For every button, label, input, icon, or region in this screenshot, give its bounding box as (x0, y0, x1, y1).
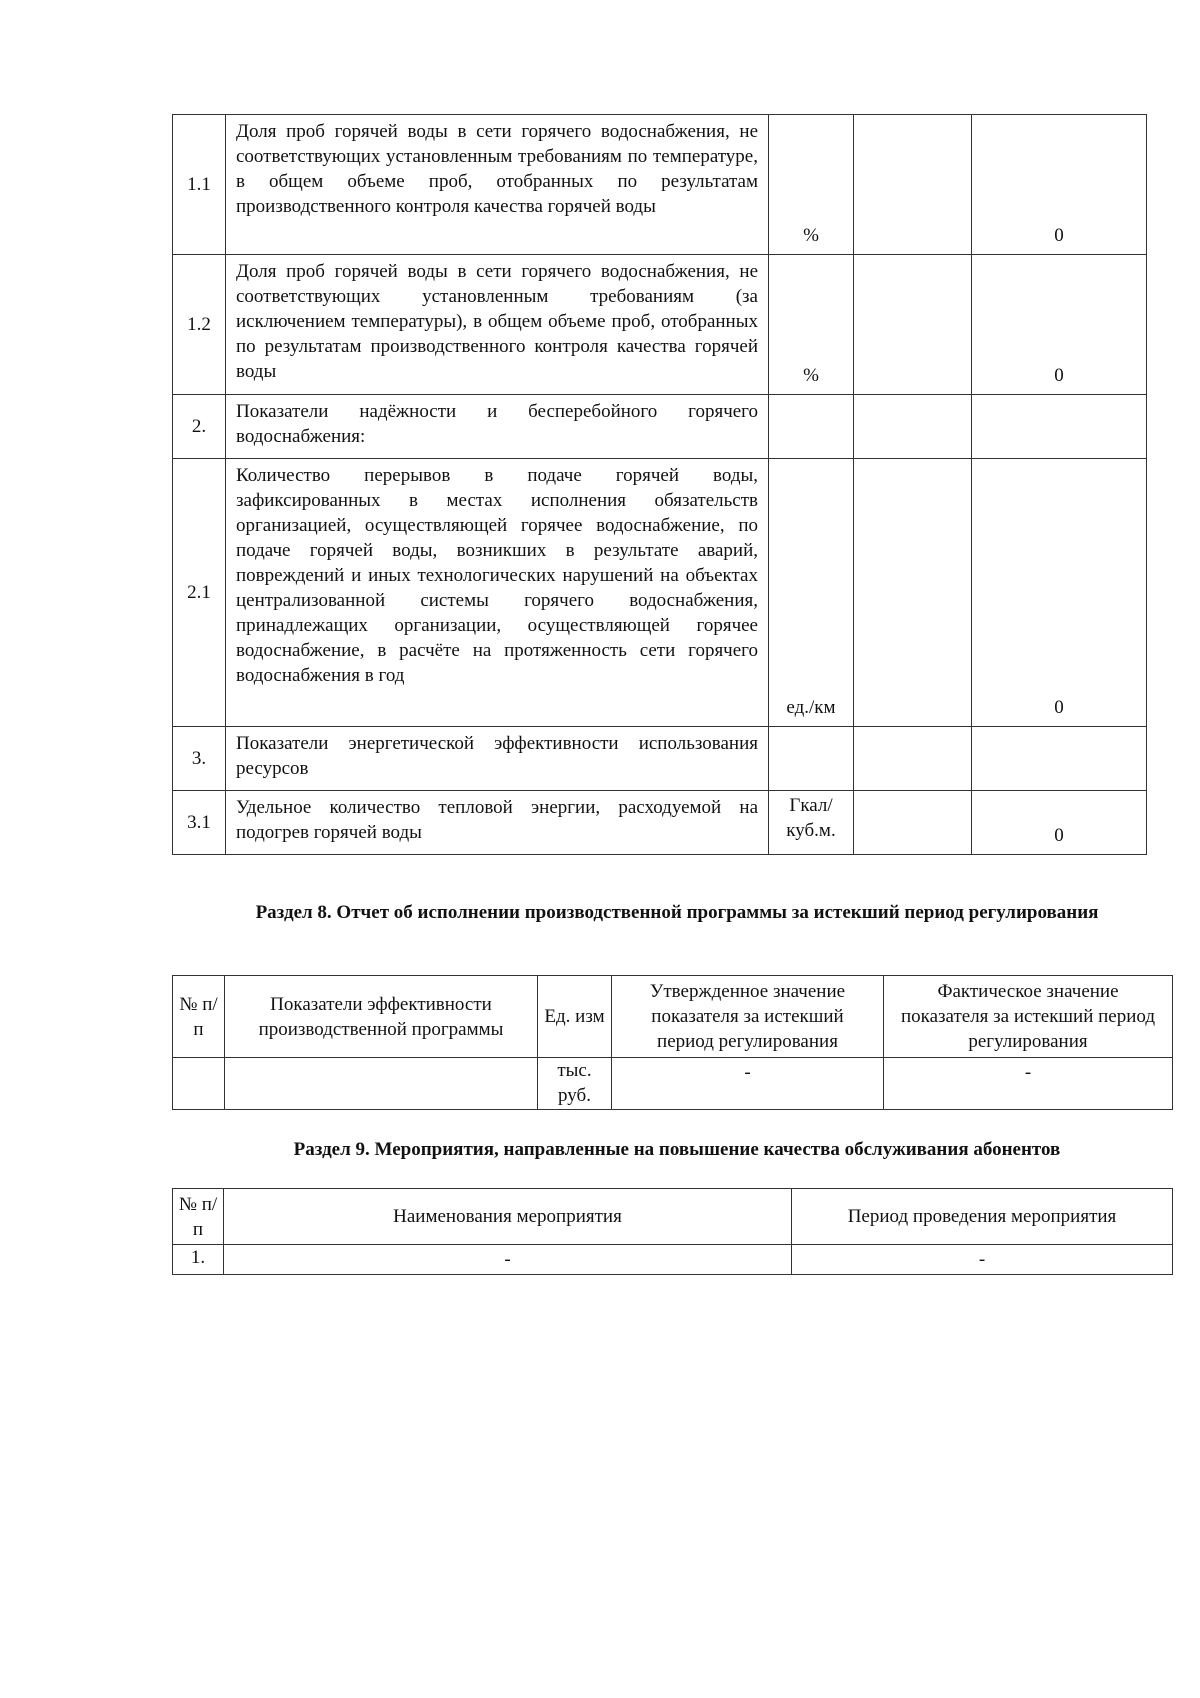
row-number: 2. (173, 395, 226, 459)
empty-value-cell (854, 255, 972, 395)
indicator-description: Количество перерывов в подаче горячей воды, зафиксированных в местах исполнения обязательств организацией, осуществляющей горячее водоснабжение, по подаче горячей воды, возникших в результате аварий, повреждений и иных технологических нарушений на объектах централизованной системы горячего водоснабжения, принадлежащих организации, осуществляющей горячее водоснабжение, в расчёте на протяженность сети горячего водоснабжения в год (226, 459, 769, 727)
row-number: 1.1 (173, 115, 226, 255)
indicator-value: 0 (972, 255, 1147, 395)
table-row (173, 115, 1147, 255)
table-row (173, 459, 1147, 727)
indicators-table (172, 114, 1147, 855)
table-header-row (173, 976, 1173, 1058)
header-event-name: Наименования мероприятия (224, 1189, 792, 1245)
unit-of-measure: % (769, 115, 854, 255)
unit-of-measure: тыс. руб. (538, 1058, 612, 1110)
indicator-description: Доля проб горячей воды в сети горячего водоснабжения, не соответствующих установленным требованиям (за исключением температуры), в общем объеме проб, отобранных по результатам производственного контроля качества горячей воды (226, 255, 769, 395)
section9-heading: Раздел 9. Мероприятия, направленные на повышение качества обслуживания абонентов (293, 1139, 1061, 1160)
header-number: № п/п (173, 1189, 224, 1245)
events-table (172, 1188, 1173, 1275)
empty-value-cell (854, 727, 972, 791)
unit-of-measure: Гкал/ куб.м. (769, 791, 854, 855)
table-row (173, 791, 1147, 855)
indicator-description: Доля проб горячей воды в сети горячего водоснабжения, не соответствующих установленным требованиям по температуре, в общем объеме проб, отобранных по результатам производственного контроля качества горячей воды (226, 115, 769, 255)
unit-of-measure (769, 727, 854, 791)
indicator-value: 0 (972, 115, 1147, 255)
row-number: 1. (173, 1245, 224, 1275)
approved-value: - (612, 1058, 884, 1110)
table-row (173, 1058, 1173, 1110)
header-actual-value: Фактическое значение показателя за истекший период регулирования (884, 976, 1173, 1058)
event-period: - (792, 1245, 1173, 1275)
table-header-row (173, 1189, 1173, 1245)
indicator-value: 0 (972, 791, 1147, 855)
empty-value-cell (854, 459, 972, 727)
event-name: - (224, 1245, 792, 1275)
indicator-value (972, 395, 1147, 459)
indicator-name (225, 1058, 538, 1110)
unit-of-measure: % (769, 255, 854, 395)
empty-value-cell (854, 791, 972, 855)
indicator-description: Показатели надёжности и бесперебойного горячего водоснабжения: (226, 395, 769, 459)
table-row (173, 255, 1147, 395)
row-number: 3. (173, 727, 226, 791)
row-number: 2.1 (173, 459, 226, 727)
header-approved-value: Утвержденное значение показателя за истекший период регулирования (612, 976, 884, 1058)
indicator-description: Удельное количество тепловой энергии, расходуемой на подогрев горячей воды (226, 791, 769, 855)
section8-heading: Раздел 8. Отчет об исполнении производственной программы за истекший период регулирования (255, 902, 1099, 923)
row-number (173, 1058, 225, 1110)
table-row (173, 727, 1147, 791)
indicator-description: Показатели энергетической эффективности использования ресурсов (226, 727, 769, 791)
row-number: 3.1 (173, 791, 226, 855)
empty-value-cell (854, 115, 972, 255)
actual-value: - (884, 1058, 1173, 1110)
unit-of-measure (769, 395, 854, 459)
unit-of-measure: ед./км (769, 459, 854, 727)
table-row (173, 1245, 1173, 1275)
header-indicator-name: Показатели эффективности производственной программы (225, 976, 538, 1058)
header-number: № п/п (173, 976, 225, 1058)
indicator-value (972, 727, 1147, 791)
header-unit: Ед. изм (538, 976, 612, 1058)
report-table (172, 975, 1173, 1110)
table-row (173, 395, 1147, 459)
header-event-period: Период проведения мероприятия (792, 1189, 1173, 1245)
indicator-value: 0 (972, 459, 1147, 727)
empty-value-cell (854, 395, 972, 459)
row-number: 1.2 (173, 255, 226, 395)
